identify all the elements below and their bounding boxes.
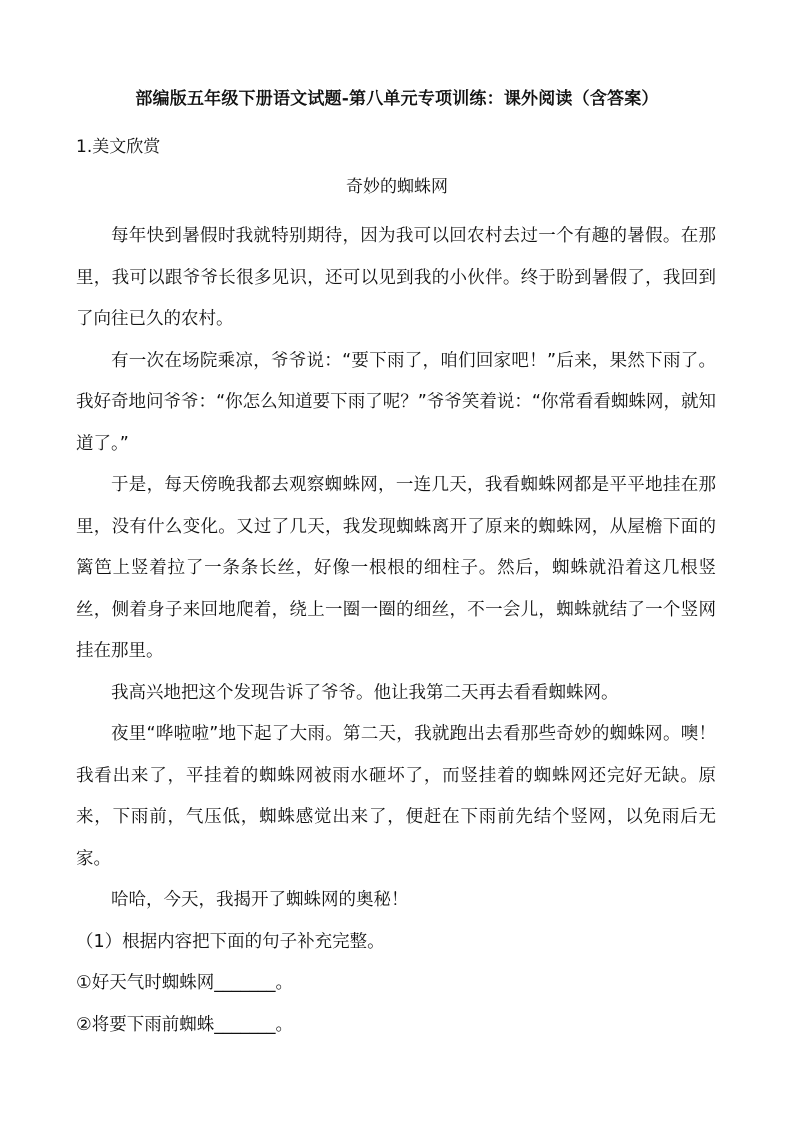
paragraph: 哈哈，今天，我揭开了蜘蛛网的奥秘！ — [111, 890, 409, 910]
paragraph: 夜里“哗啦啦”地下起了大雨。第二天，我就跑出去看那些奇妙的蜘蛛网。噢！我看出来了，平挂着的蜘蛛网被雨水砸坏了，而竖挂着的蜘蛛网还完好无缺。原来，下雨前，气压低，蜘蛛感觉出来了，便赶在下雨前先结个竖网，以免雨后无家。 — [76, 724, 716, 869]
paragraph: 每年快到暑假时我就特别期待，因为我可以回农村去过一个有趣的暑假。在那里，我可以跟爷爷长很多见识，还可以见到我的小伙伴。终于盼到暑假了，我回到了向往已久的农村。 — [76, 226, 716, 329]
question-prompt: （1）根据内容把下面的句子补充完整。 — [76, 931, 385, 952]
article-body — [76, 216, 716, 1046]
section-label: 1.美文欣赏 — [76, 137, 161, 157]
question-item-text: ②将要下雨前蜘蛛_______。 — [76, 1014, 293, 1035]
document-title: 部编版五年级下册语文试题-第八单元专项训练：课外阅读（含答案） — [135, 89, 659, 109]
question-item-text: ①好天气时蜘蛛网_______。 — [76, 973, 293, 993]
paragraph: 于是，每天傍晚我都去观察蜘蛛网，一连几天，我看蜘蛛网都是平平地挂在那里，没有什么变化。又过了几天，我发现蜘蛛离开了原来的蜘蛛网，从屋檐下面的篱笆上竖着拉了一条条长丝，好像一根根的细柱子。然后，蜘蛛就沿着这几根竖丝，侧着身子来回地爬着，绕上一圈一圈的细丝，不一会儿，蜘蛛就结了一个竖网挂在那里。 — [76, 475, 716, 661]
question-item — [76, 963, 716, 1005]
article-title: 奇妙的蜘蛛网 — [346, 177, 448, 197]
question-item — [76, 1005, 716, 1047]
paragraph: 有一次在场院乘凉，爷爷说：“要下雨了，咱们回家吧！”后来，果然下雨了。我好奇地问爷爷：“你怎么知道要下雨了呢？”爷爷笑着说：“你常看看蜘蛛网，就知道了。” — [76, 350, 716, 454]
paragraph: 我高兴地把这个发现告诉了爷爷。他让我第二天再去看看蜘蛛网。 — [111, 682, 619, 703]
